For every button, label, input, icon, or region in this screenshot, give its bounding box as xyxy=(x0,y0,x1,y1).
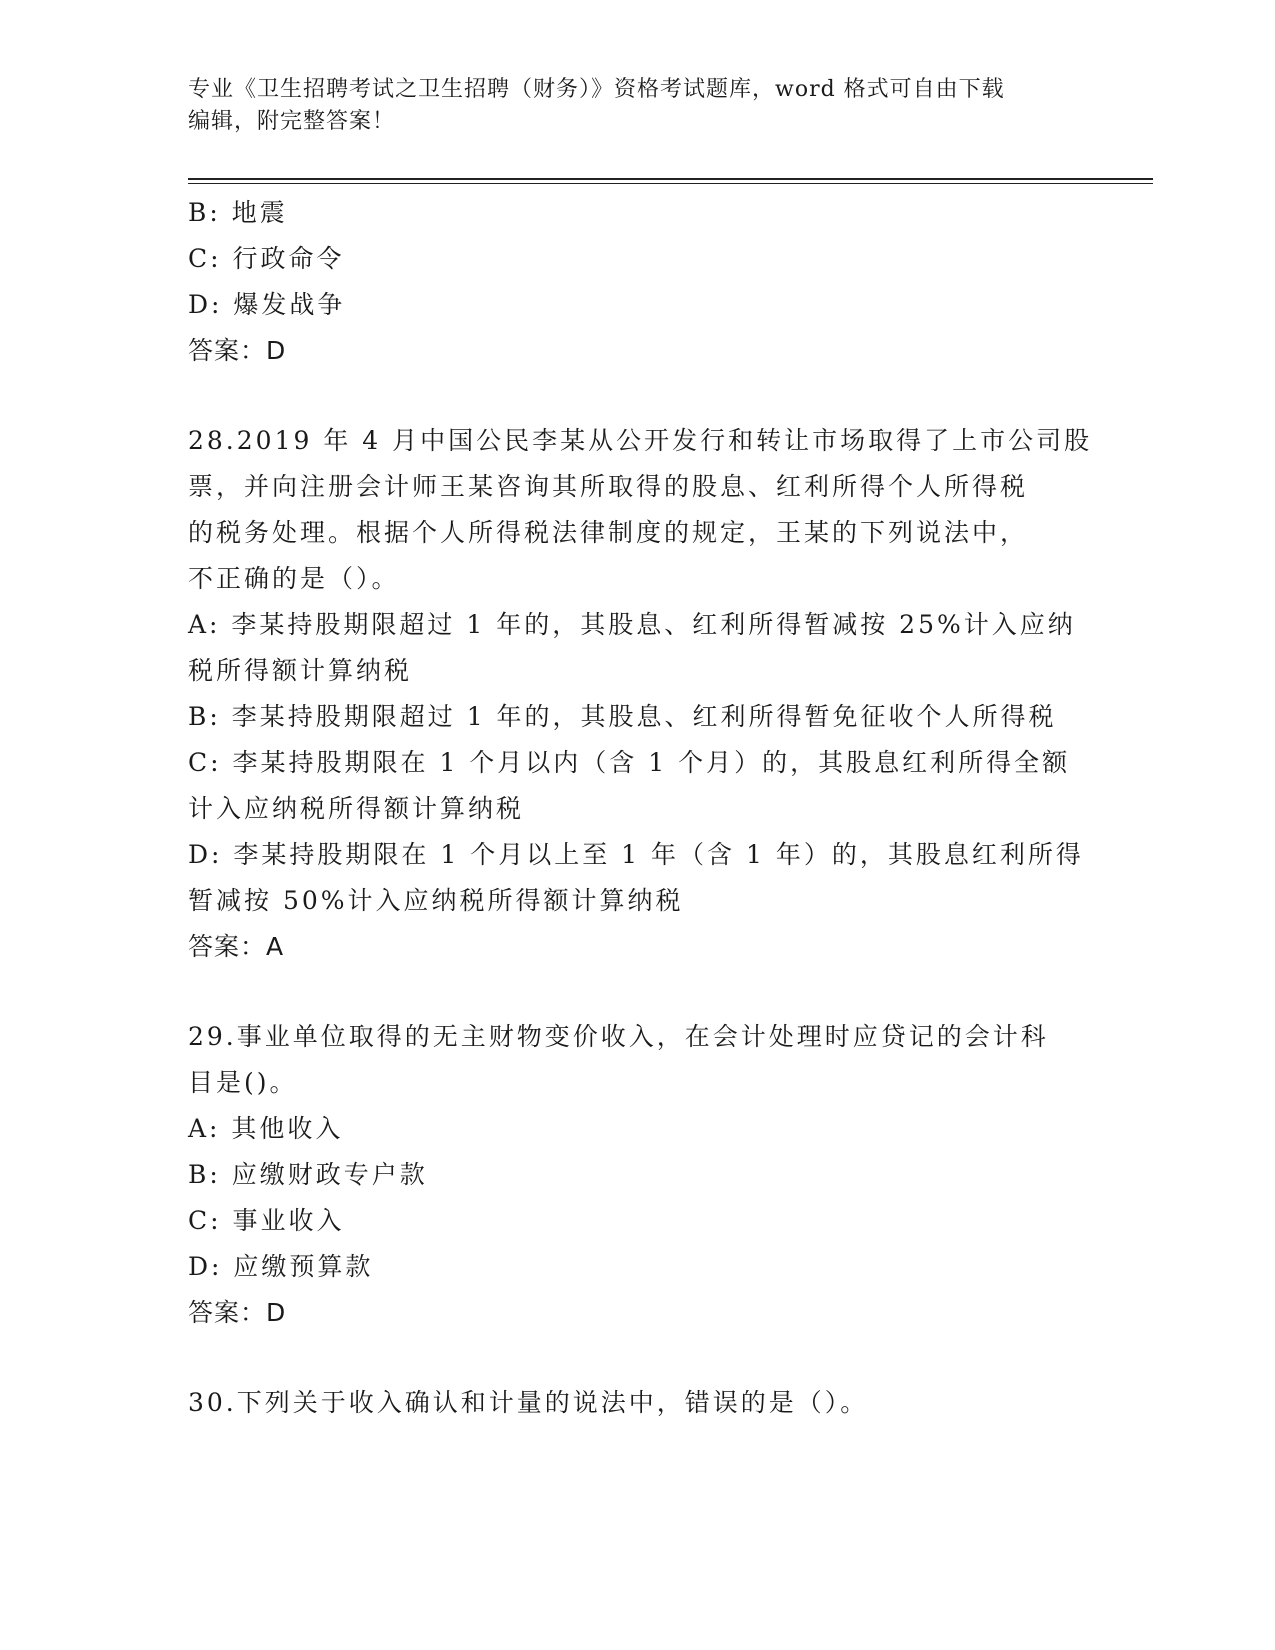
document-header xyxy=(188,74,1088,138)
option-d: D: 李某持股期限在 1 个月以上至 1 年（含 1 年）的，其股息红利所得 xyxy=(188,840,1084,869)
question-29 xyxy=(188,1014,1088,1336)
option-b: B: 应缴财政专户款 xyxy=(188,1160,428,1189)
option-c-cont: 计入应纳税所得额计算纳税 xyxy=(188,794,525,823)
question-28 xyxy=(188,418,1093,970)
header-rule-thick xyxy=(188,178,1153,180)
option-a-cont: 税所得额计算纳税 xyxy=(188,656,413,685)
option-b: B: 地震 xyxy=(188,198,288,227)
answer-line: 答案：A xyxy=(188,932,285,961)
option-c: C: 行政命令 xyxy=(188,244,345,273)
question-stem-line: 不正确的是（）。 xyxy=(188,564,400,593)
option-a: A: 其他收入 xyxy=(188,1114,344,1143)
document-body xyxy=(188,190,1093,1426)
header-rule-thin xyxy=(188,183,1153,184)
question-stem-line: 29.事业单位取得的无主财物变价收入，在会计处理时应贷记的会计科 xyxy=(188,1022,1049,1051)
question-stem-line: 的税务处理。根据个人所得税法律制度的规定，王某的下列说法中， xyxy=(188,518,1029,547)
option-d: D: 爆发战争 xyxy=(188,290,346,319)
header-line-2: 编辑，附完整答案！ xyxy=(188,109,396,134)
question-stem-line: 28.2019 年 4 月中国公民李某从公开发行和转让市场取得了上市公司股 xyxy=(188,426,1093,455)
question-stem-line: 目是()。 xyxy=(188,1068,298,1097)
answer-line: 答案：D xyxy=(188,1298,287,1327)
option-d-cont: 暂减按 50%计入应纳税所得额计算纳税 xyxy=(188,886,684,915)
question-30 xyxy=(188,1380,1088,1426)
option-c: C: 李某持股期限在 1 个月以内（含 1 个月）的，其股息红利所得全额 xyxy=(188,748,1071,777)
answer-line: 答案：D xyxy=(188,336,287,365)
option-b: B: 李某持股期限超过 1 年的，其股息、红利所得暂免征收个人所得税 xyxy=(188,702,1057,731)
question-stem-line: 30.下列关于收入确认和计量的说法中，错误的是（）。 xyxy=(188,1388,869,1417)
question-27-tail xyxy=(188,190,1088,374)
question-stem-line: 票，并向注册会计师王某咨询其所取得的股息、红利所得个人所得税 xyxy=(188,472,1029,501)
option-c: C: 事业收入 xyxy=(188,1206,345,1235)
option-d: D: 应缴预算款 xyxy=(188,1252,374,1281)
header-line-1: 专业《卫生招聘考试之卫生招聘（财务）》资格考试题库，word 格式可自由下载 xyxy=(188,77,1005,102)
option-a: A: 李某持股期限超过 1 年的，其股息、红利所得暂减按 25%计入应纳 xyxy=(188,610,1076,639)
